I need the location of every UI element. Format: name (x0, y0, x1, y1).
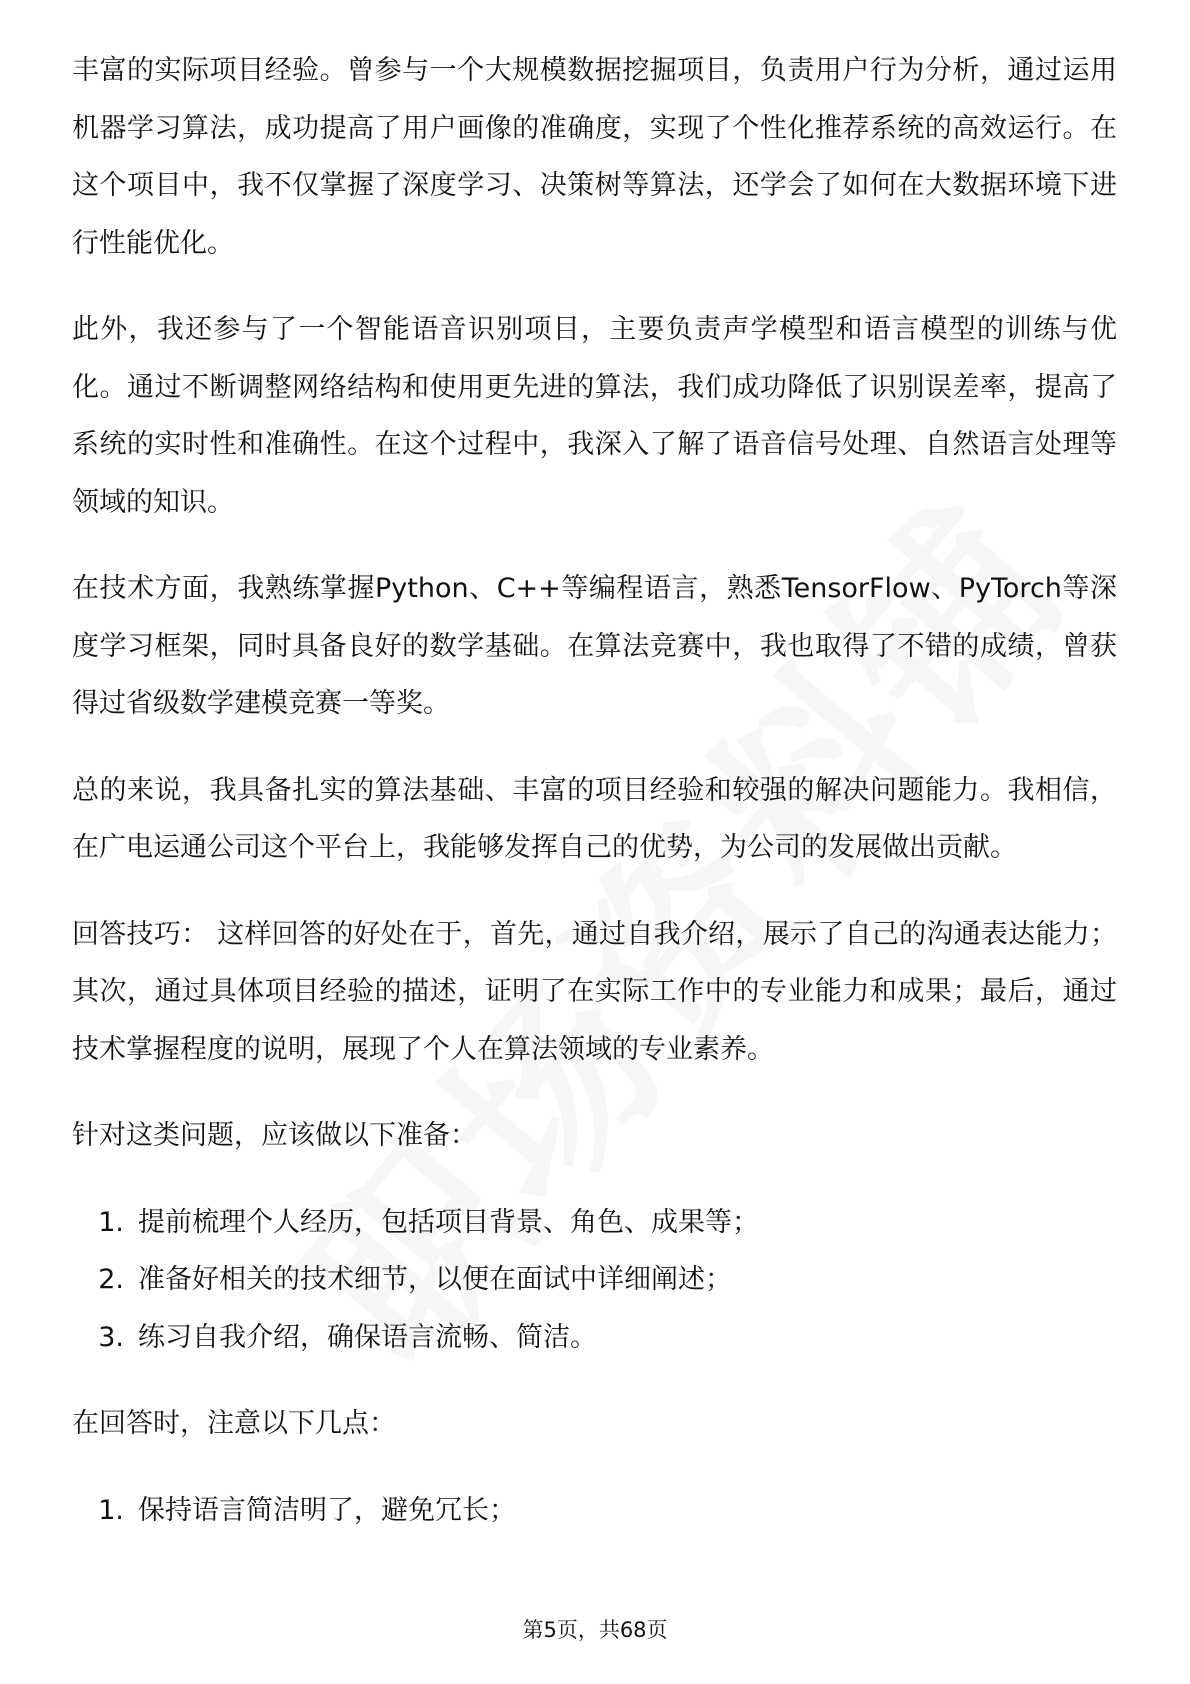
list-number: 3. (98, 1321, 124, 1353)
paragraph-preparation-heading: 针对这类问题，应该做以下准备： (72, 1120, 477, 1151)
page-content (72, 42, 1117, 1568)
page-number-footer: 第5页，共68页 (522, 1618, 668, 1642)
paragraph-speech-project: 此外，我还参与了一个智能语音识别项目，主要负责声学模型和语言模型的训练与优化。通过不断调整网络结构和使用更先进的算法，我们成功降低了识别误差率，提高了系统的实时性和准确性。在这个过程中，我深入了解了语音信号处理、自然语言处理等领域的知识。 (72, 314, 1117, 518)
list-item (72, 1309, 1117, 1367)
list-item (72, 1251, 1117, 1309)
list-number: 1. (98, 1494, 124, 1526)
list-item (72, 1194, 1117, 1252)
list-number: 1. (98, 1206, 124, 1238)
paragraph-notes-heading: 在回答时，注意以下几点： (72, 1408, 396, 1439)
notes-list (72, 1482, 1117, 1540)
list-text: 准备好相关的技术细节，以便在面试中详细阐述； (138, 1264, 732, 1295)
list-text: 练习自我介绍，确保语言流畅、简洁。 (138, 1321, 597, 1353)
list-number: 2. (98, 1264, 124, 1295)
list-text: 保持语言简洁明了，避免冗长； (138, 1494, 516, 1526)
paragraph-summary: 总的来说，我具备扎实的算法基础、丰富的项目经验和较强的解决问题能力。我相信，在广电运通公司这个平台上，我能够发挥自己的优势，为公司的发展做出贡献。 (72, 774, 1117, 863)
paragraph-project-experience: 丰富的实际项目经验。曾参与一个大规模数据挖掘项目，负责用户行为分析，通过运用机器学习算法，成功提高了用户画像的准确度，实现了个性化推荐系统的高效运行。在这个项目中，我不仅掌握了深度学习、决策树等算法，还学会了如何在大数据环境下进行性能优化。 (72, 55, 1117, 259)
paragraph-technical-skills: 在技术方面，我熟练掌握Python、C++等编程语言，熟悉TensorFlow、PyTorch等深度学习框架，同时具备良好的数学基础。在算法竞赛中，我也取得了不错的成绩，曾获得过省级数学建模竞赛一等奖。 (72, 573, 1117, 719)
preparation-list (72, 1194, 1117, 1367)
paragraph-answer-tips: 回答技巧： 这样回答的好处在于，首先，通过自我介绍，展示了自己的沟通表达能力；其次，通过具体项目经验的描述，证明了在实际工作中的专业能力和成果；最后，通过技术掌握程度的说明，展现了个人在算法领域的专业素养。 (72, 918, 1117, 1065)
list-text: 提前梳理个人经历，包括项目背景、角色、成果等； (138, 1206, 759, 1238)
list-item (72, 1482, 1117, 1540)
